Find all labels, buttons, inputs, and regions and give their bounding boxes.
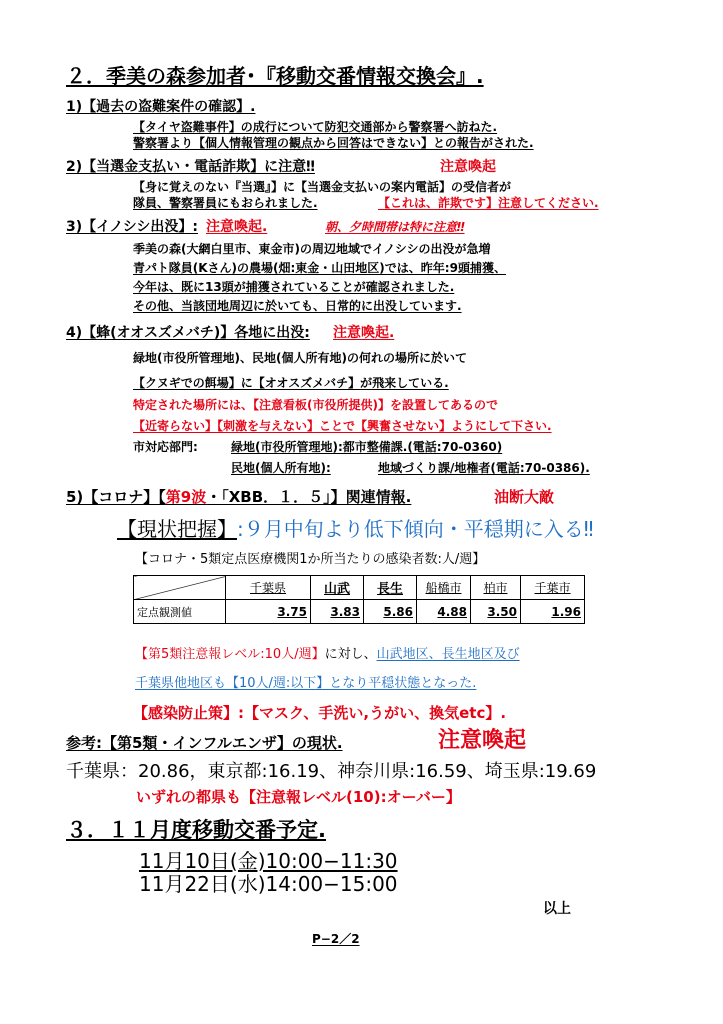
item3-time-note: 朝、夕時間帯は特に注意‼: [325, 220, 465, 234]
influenza-over-level: いずれの都県も【注意報レベル(10):オーバー】: [136, 788, 461, 806]
item4-line4: 【近寄らない】【刺激を与えない】ことで【興奮させない】ようにして下さい.: [133, 419, 552, 433]
item3-line1: 季美の森(大網白里市、東金市)の周辺地域でイノシシの出没が急増: [133, 242, 491, 256]
item4-alert: 注意喚起.: [333, 325, 395, 341]
table-caption: 【コロナ・5類定点医療機関1か所当たりの感染者数:人/週】: [135, 552, 486, 567]
item1-heading: 1)【過去の盗難案件の確認】.: [66, 99, 256, 115]
notice-level-blue: 山武地区、長生地区及び: [376, 647, 520, 662]
item5-heading-b: ・「XBB．１．５」】関連情報.: [206, 488, 412, 506]
item2-line1: 【身に覚えのない『当選』】に【当選金支払いの案内電話】の受信者が: [133, 180, 512, 194]
item1-line2: 警察署より【個人情報管理の観点から回答はできない】との報告がされた.: [133, 136, 534, 150]
item5-heading: [66, 490, 411, 505]
item2-heading: 2)【当選金支払い・電話詐欺】に注意‼: [66, 159, 315, 175]
table-header-chiba-city: 千葉市: [521, 576, 585, 600]
table-header-chosei: 長生: [364, 576, 417, 600]
influenza-heading: 参考:【第5類・インフルエンザ】の現状.: [66, 734, 343, 752]
covid-status-label: 【現状把握】: [117, 517, 237, 541]
item4-contact-greenland: 緑地(市役所管理地):都市整備課.(電話:70-0360): [231, 440, 503, 454]
influenza-values: 千葉県：20.86，東京都:16.19、神奈川県:16.59、埼玉県:19.69: [66, 761, 597, 782]
item5-heading-a: 5)【コロナ】【: [66, 488, 166, 506]
notice-level-line2: 千葉県他地区も【10人/週:以下】となり平穏状態となった.: [135, 676, 477, 691]
table-row-label: 定点観測値: [134, 600, 226, 624]
item5-heading-wave: 第9波: [165, 488, 207, 506]
page-number: P−2／2: [312, 932, 360, 946]
item5-alert: 油断大敵: [494, 488, 555, 506]
prevention-measures: 【感染防止策】:【マスク、手洗い,うがい、換気etc】.: [133, 704, 507, 722]
infection-table: [133, 575, 585, 624]
notice-level-line: [135, 648, 520, 661]
table-value-funabashi: 4.88: [417, 600, 471, 624]
table-value-chosei: 5.86: [364, 600, 417, 624]
item4-line2: 【クヌギでの餌場】に【オオスズメバチ】が飛来している.: [133, 376, 449, 390]
item4-contact-private: 地域づくり課/地権者(電話:70-0386).: [378, 461, 590, 475]
item2-line2: 隊員、警察署員にもおられました.: [133, 196, 318, 210]
table-header-funabashi: 船橋市: [417, 576, 471, 600]
covid-status: [117, 519, 593, 539]
item4-line3: 特定された場所には、【注意看板(市役所提供)】を設置してあるので: [133, 398, 498, 412]
end-mark: 以上: [543, 901, 571, 917]
table-value-sanbu: 3.83: [311, 600, 364, 624]
item4-contact-label: 市対応部門:: [133, 440, 198, 454]
item3-alert: 注意喚起.: [206, 219, 268, 235]
item2-alert: 注意喚起: [440, 159, 496, 175]
notice-level-mid: に対し、: [324, 647, 377, 662]
item4-heading: 4)【蜂(オオスズメバチ)】各地に出没:: [66, 325, 310, 341]
table-header-kashiwa: 柏市: [471, 576, 521, 600]
item2-scam-warning: 【これは、詐欺です】注意してください.: [378, 196, 599, 210]
table-corner-cell: [134, 576, 226, 600]
table-header-sanbu: 山武: [311, 576, 364, 600]
section2-title: ２．季美の森参加者･『移動交番情報交換会』.: [66, 64, 484, 88]
schedule-2: 11月22日(水)14:00−15:00: [139, 872, 398, 896]
notice-level-red: 【第5類注意報レベル:10人/週】: [135, 647, 325, 662]
item1-line1: 【タイヤ盗難事件】の成行について防犯交通部から警察署へ訪ねた.: [133, 120, 498, 134]
table-header-chiba-pref: 千葉県: [226, 576, 311, 600]
covid-status-text: :９月中旬より低下傾向・平穏期に入る‼: [237, 517, 594, 541]
influenza-alert: 注意喚起: [438, 728, 527, 753]
item4-contact-private-label: 民地(個人所有地):: [231, 461, 331, 475]
item3-line4: その他、当該団地周辺に於いても、日常的に出没しています.: [133, 299, 462, 313]
section3-title: ３．１１月度移動交番予定.: [66, 818, 326, 842]
table-value-chiba-city: 1.96: [521, 600, 585, 624]
schedule-1: 11月10日(金)10:00−11:30: [139, 849, 398, 873]
item3-line3: 今年は、既に13頭が捕獲されていることが確認されました.: [133, 280, 455, 294]
item4-line1: 緑地(市役所管理地)、民地(個人所有地)の何れの場所に於いて: [133, 351, 467, 365]
table-value-kashiwa: 3.50: [471, 600, 521, 624]
item3-heading: 3)【イノシシ出没】:: [66, 219, 198, 235]
table-value-chiba-pref: 3.75: [226, 600, 311, 624]
item3-line2: 青パト隊員(Kさん)の農場(畑:東金・山田地区)では、昨年:9頭捕獲、: [133, 261, 506, 275]
